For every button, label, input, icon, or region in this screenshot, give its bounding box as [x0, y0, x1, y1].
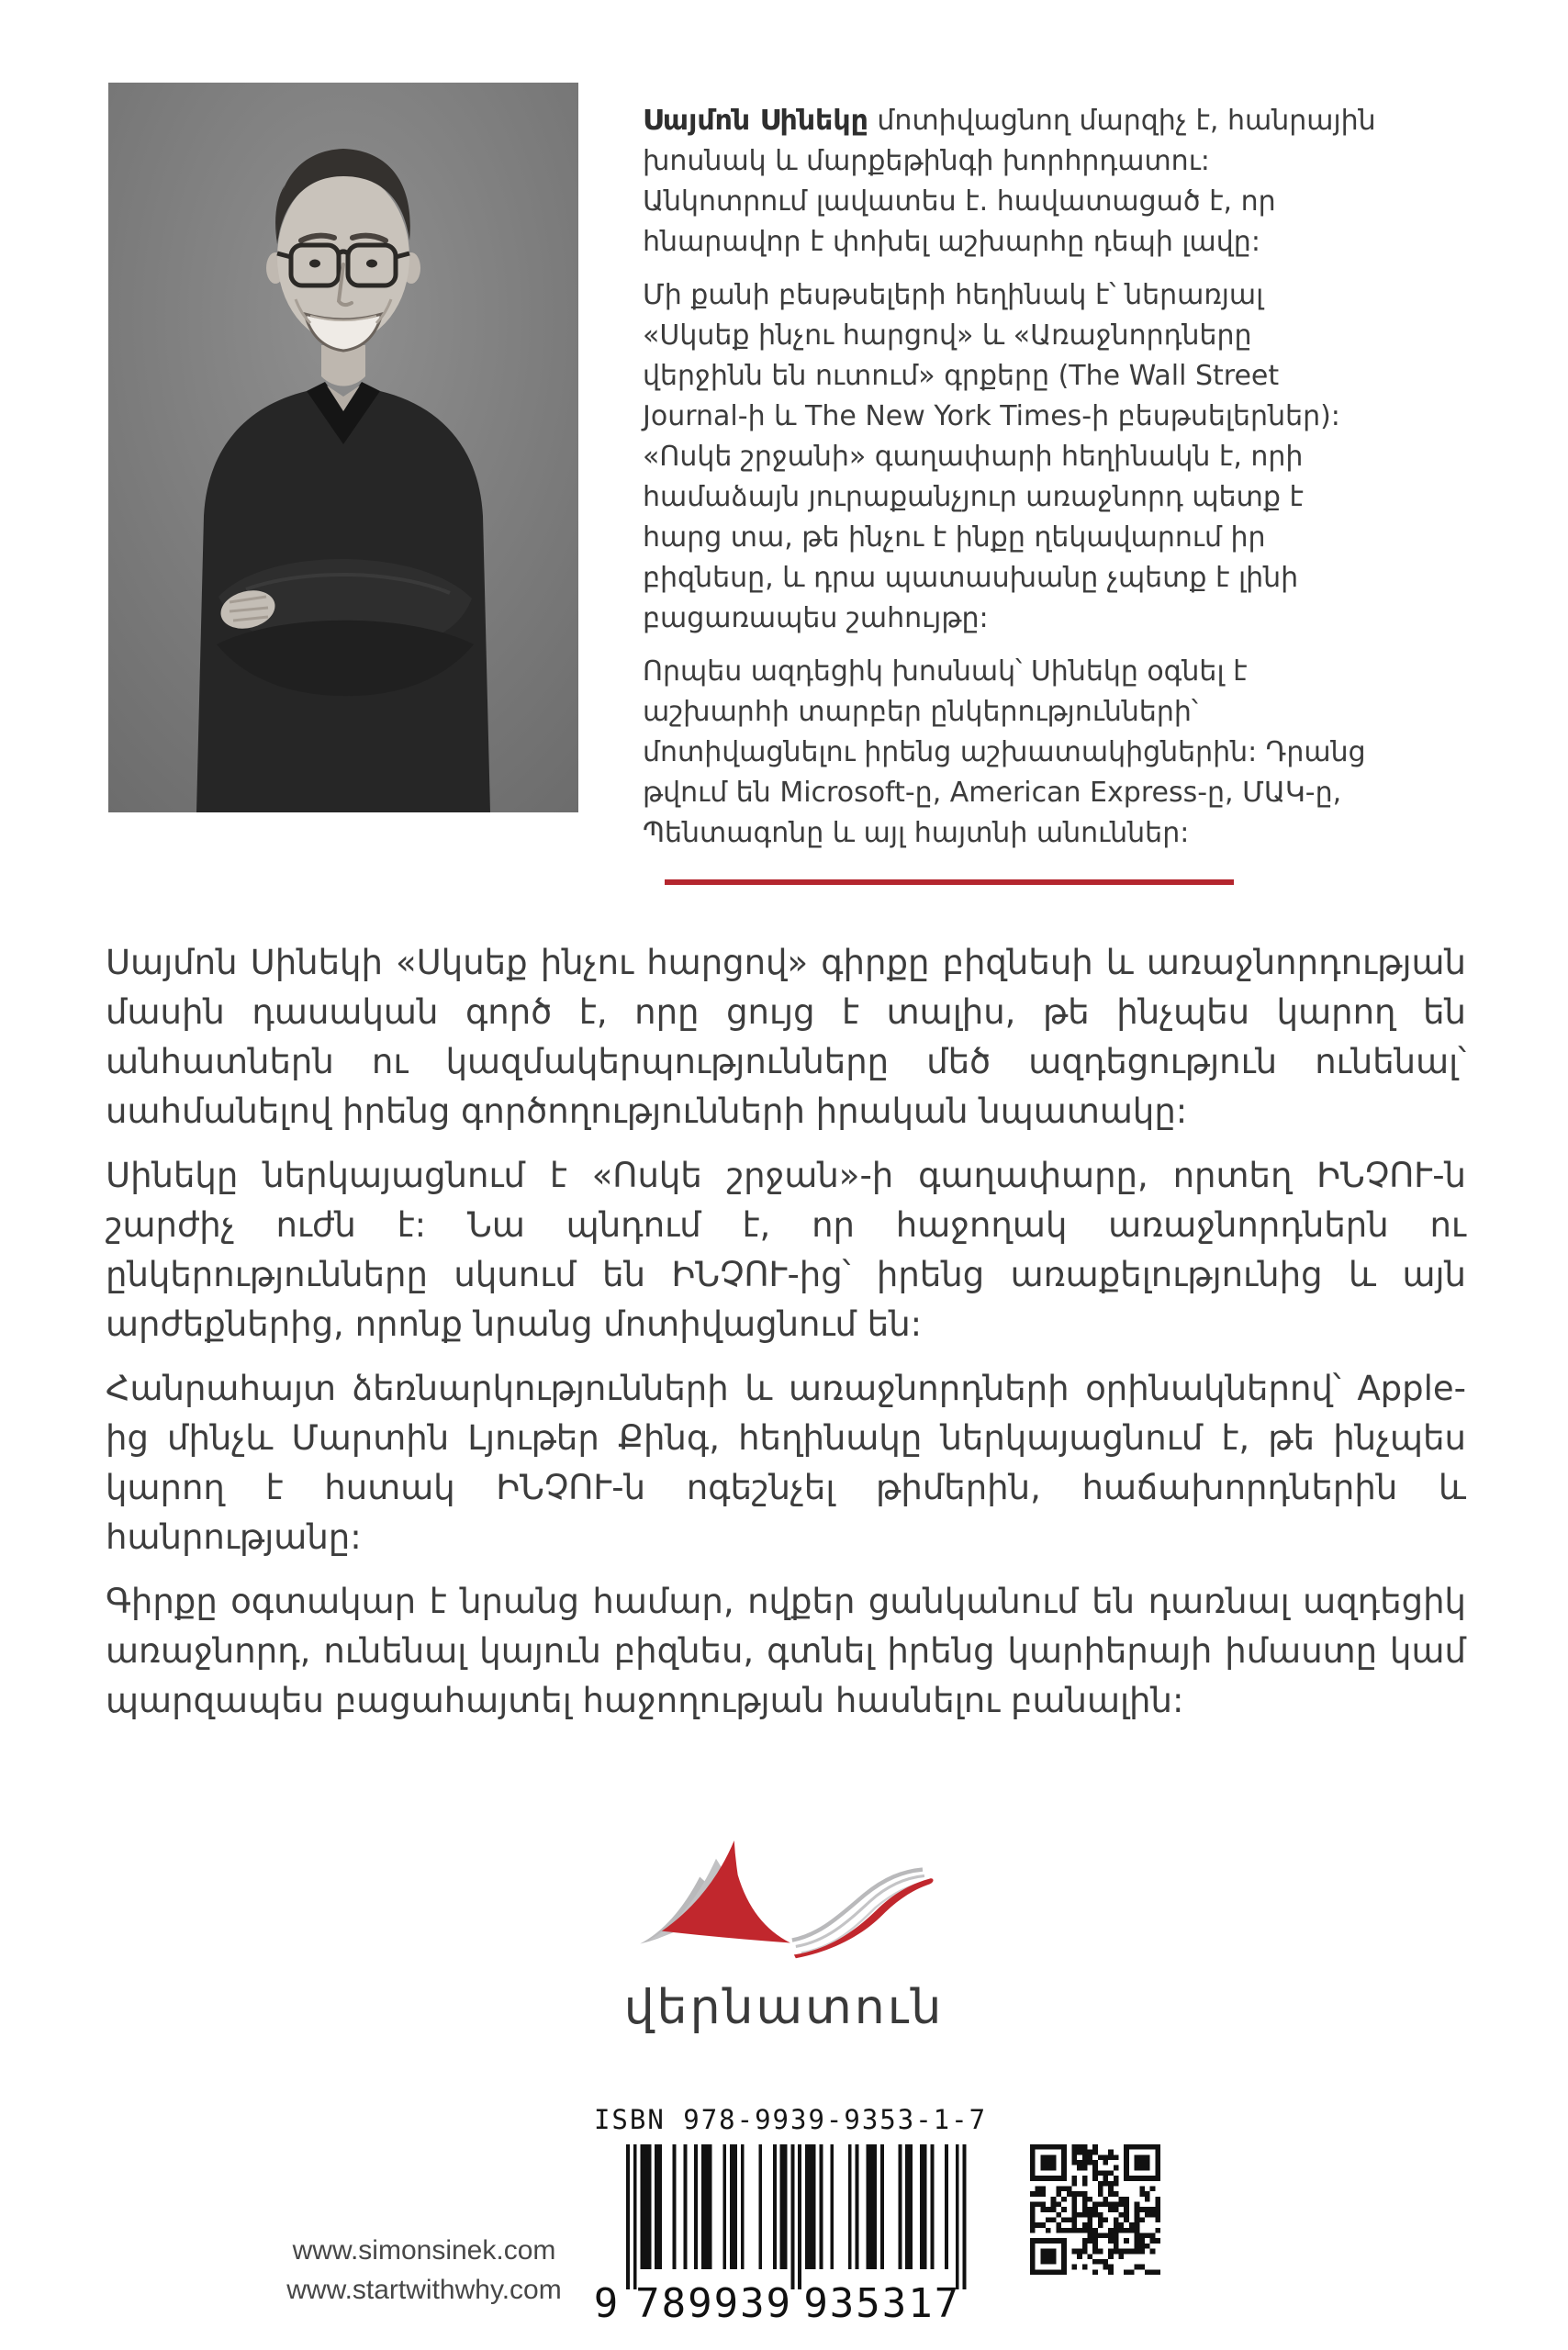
website-line: www.simonsinek.com [292, 2235, 556, 2266]
website-line: www.startwithwhy.com [286, 2275, 562, 2305]
isbn-label: ISBN 978-9939-9353-1-7 [593, 2104, 988, 2135]
bio-intro-text: մոտիվացնող մարզիչ է, հանրային խոսնակ և մարքեթինգի խորհրդատու: Անկոտրում լավատես է. հավատացած է, որ հնարավոր է փոխել աշխարհը դեպի լավը: [643, 105, 1376, 258]
publisher-swoosh-icon [633, 1841, 935, 1976]
qr-svg [1030, 2144, 1160, 2275]
bio-paragraph: Մի քանի բեսթսելերի հեղինակ է՝ ներառյալ «Սկսեք ինչու հարցով» և «Առաջնորդները վերջինն են ուտում» գրքերը (The Wall Street Journal-ի և The New York Times-ի բեսթսելերներ): «Ոսկե շրջանի» գաղափարի հեղինակն է, որի համաձայն յուրաքանչյուր առաջնորդ պետք է հարց տա, թե ինչու է ինքը ղեկավարում իր բիզնեսը, և դրա պատասխանը չպետք է լինի բացառապես շահույթը: [643, 279, 1340, 634]
publisher-logo [0, 1841, 1568, 2035]
author-bio [643, 101, 1377, 867]
divider-line [665, 879, 1234, 885]
description-paragraph: Գիրքը օգտակար է նրանց համար, ովքեր ցանկանում են դառնալ ազդեցիկ առաջնորդ, ունենալ կայուն բիզնես, գտնել իրենց կարիերայի իմաստը կամ պարզապես բացահայտել հաջողության հասնելու բանալին: [106, 1582, 1466, 1720]
svg-text:789939: 789939 [635, 2280, 793, 2324]
svg-text:935317: 935317 [803, 2280, 961, 2324]
description-paragraph: Սայմոն Սինեկի «Սկսեք ինչու հարցով» գիրքը բիզնեսի և առաջնորդության մասին դասական գործ է, որը ցույց է տալիս, թե ինչպես կարող են անհատներն ու կազմակերպությունները մեծ ազդեցություն ունենալ՝ սահմանելով իրենց գործողությունների իրական նպատակը: [106, 943, 1466, 1131]
description-paragraph: Սինեկը ներկայացնում է «Ոսկե շրջան»-ի գաղափարը, որտեղ ԻՆՉՈՒ-ն շարժիչ ուժն է: Նա պնդում է, որ հաջողակ առաջնորդներն ու ընկերությունները սկսում են ԻՆՉՈՒ-ից՝ իրենց առաքելությունից և այն արժեքներից, որոնք նրանց մոտիվացնում են: [106, 1156, 1466, 1344]
book-description [106, 938, 1466, 1740]
qr-code-icon [1030, 2144, 1160, 2275]
author-websites [241, 2231, 608, 2310]
author-name: Սայմոն Սինեկը [643, 105, 868, 137]
isbn-block [593, 2104, 988, 2324]
author-photo [108, 83, 578, 812]
barcode-svg [593, 2141, 988, 2324]
author-photo-illustration [108, 83, 578, 812]
description-paragraph: Հանրահայտ ձեռնարկությունների և առաջնորդների օրինակներով՝ Apple-ից մինչև Մարտին Լյութեր Քինգ, հեղինակը ներկայացնում է, թե ինչպես կարող է հստակ ԻՆՉՈՒ-ն ոգեշնչել թիմերին, հաճախորդներին և հանրությանը: [106, 1369, 1466, 1557]
bio-intro-paragraph [643, 101, 1377, 263]
publisher-name: վերնատուն [623, 1980, 945, 2035]
svg-text:9: 9 [593, 2280, 619, 2324]
bio-paragraph: Որպես ազդեցիկ խոսնակ՝ Սինեկը օգնել է աշխարհի տարբեր ընկերությունների՝ մոտիվացնելու իրենց աշխատակիցներին: Դրանց թվում են Microsoft-ը, American Express-ը, ՄԱԿ-ը, Պենտագոնը և այլ հայտնի անուններ: [643, 655, 1366, 849]
